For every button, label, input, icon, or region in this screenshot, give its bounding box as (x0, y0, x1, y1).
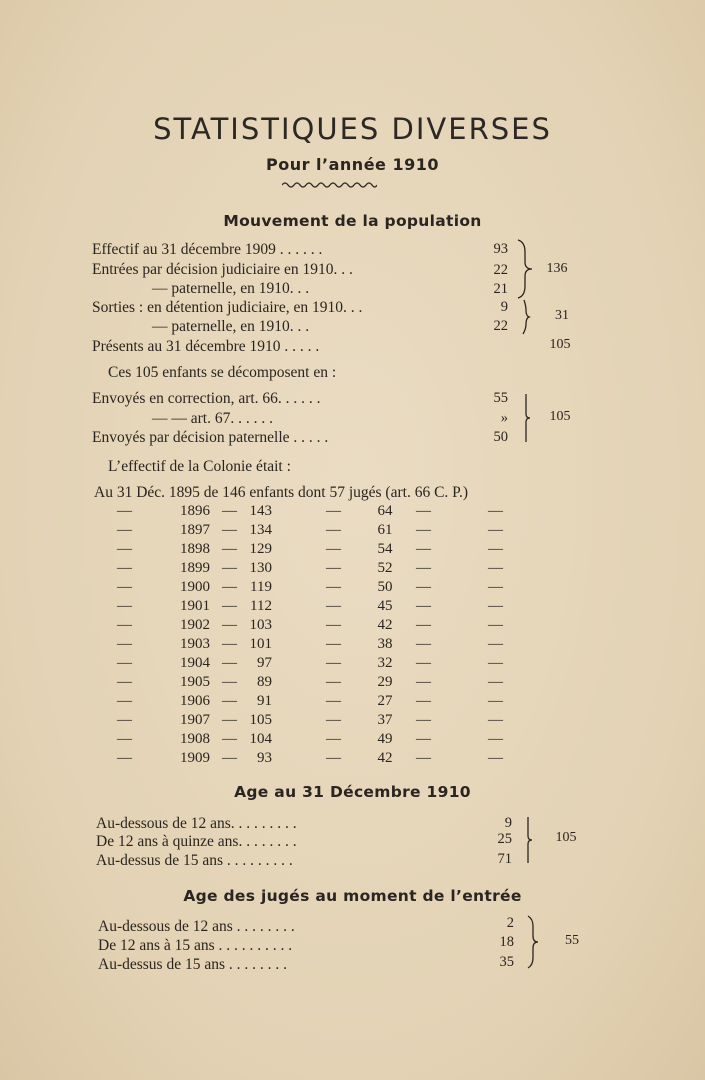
effectif-dash: — (488, 655, 503, 671)
effectif-dash: — (326, 541, 341, 557)
mouvement-total-present: 105 (549, 337, 571, 352)
effectif-dash: — (326, 693, 341, 709)
decomposition-row-label: — — art. 67. . . . . . (152, 410, 273, 427)
brace-icon (518, 392, 532, 444)
effectif-dash: — (416, 731, 431, 747)
decomposition-row-label: Envoyés par décision paternelle . . . . . (92, 429, 329, 446)
effectif-children: 89 (257, 674, 272, 690)
effectif-year: 1897 (180, 522, 210, 538)
age-1910-row-label: Au-dessous de 12 ans. . . . . . . . . (96, 815, 297, 832)
effectif-year: 1896 (180, 503, 210, 519)
effectif-children: 119 (250, 579, 272, 595)
effectif-judged: 64 (377, 503, 393, 519)
effectif-dash: — (416, 617, 431, 633)
effectif-children: 134 (249, 522, 272, 538)
age-judges-row-label: Au-dessus de 15 ans . . . . . . . . (98, 956, 287, 973)
effectif-dash: — (488, 503, 503, 519)
effectif-dash: — (488, 617, 503, 633)
effectif-dash: — (326, 503, 341, 519)
effectif-dash: — (416, 560, 431, 576)
age-1910-total: 105 (555, 830, 577, 845)
effectif-children: 91 (257, 693, 272, 709)
effectif-children: 97 (257, 655, 272, 671)
effectif-dash: — (416, 579, 431, 595)
wave-ornament-icon (282, 180, 377, 190)
mouvement-row-value: 93 (493, 241, 508, 257)
age-1910-row-value: 25 (497, 831, 512, 847)
mouvement-row-value: 9 (500, 299, 508, 315)
effectif-judged: 54 (377, 541, 393, 557)
effectif-judged: 42 (377, 617, 393, 633)
effectif-dash: — (117, 712, 132, 728)
effectif-children: 130 (249, 560, 272, 576)
effectif-year: 1903 (180, 636, 210, 652)
effectif-dash: — (222, 522, 237, 538)
effectif-judged: 37 (377, 712, 393, 728)
age-judges-row-label: De 12 ans à 15 ans . . . . . . . . . . (98, 937, 293, 954)
effectif-dash: — (488, 560, 503, 576)
effectif-first-row: Au 31 Déc. 1895 de 146 enfants dont 57 jugés (art. 66 C. P.) (94, 484, 469, 501)
effectif-dash: — (117, 750, 132, 766)
effectif-dash: — (117, 655, 132, 671)
effectif-dash: — (416, 598, 431, 614)
mouvement-row-label: Sorties : en détention judiciaire, en 1910. . . (92, 299, 363, 316)
effectif-dash: — (416, 750, 431, 766)
effectif-dash: — (326, 655, 341, 671)
effectif-intro: L’effectif de la Colonie était : (108, 458, 291, 475)
effectif-dash: — (117, 541, 132, 557)
effectif-children: 104 (249, 731, 272, 747)
effectif-year: 1908 (180, 731, 210, 747)
effectif-dash: — (326, 750, 341, 766)
effectif-dash: — (222, 636, 237, 652)
brace-icon (525, 914, 541, 970)
decomposition-total: 105 (549, 409, 571, 424)
effectif-dash: — (326, 674, 341, 690)
mouvement-row-value: 22 (493, 262, 508, 278)
section-heading-mouvement: Mouvement de la population (223, 212, 482, 230)
effectif-dash: — (117, 579, 132, 595)
effectif-dash: — (222, 712, 237, 728)
page-title: STATISTIQUES DIVERSES (153, 112, 552, 146)
age-judges-row-value: 35 (499, 954, 514, 970)
effectif-year: 1898 (180, 541, 210, 557)
effectif-year: 1900 (180, 579, 210, 595)
effectif-dash: — (416, 522, 431, 538)
effectif-dash: — (117, 560, 132, 576)
effectif-children: 93 (257, 750, 272, 766)
effectif-dash: — (416, 693, 431, 709)
effectif-year: 1906 (180, 693, 210, 709)
effectif-dash: — (488, 731, 503, 747)
effectif-dash: — (222, 617, 237, 633)
effectif-children: 105 (249, 712, 272, 728)
effectif-judged: 32 (377, 655, 393, 671)
age-judges-total: 55 (565, 933, 579, 948)
age-1910-row-label: Au-dessus de 15 ans . . . . . . . . . (96, 852, 293, 869)
effectif-year: 1909 (180, 750, 210, 766)
effectif-dash: — (488, 579, 503, 595)
mouvement-row-label: — paternelle, en 1910. . . (152, 280, 310, 297)
effectif-judged: 38 (377, 636, 393, 652)
effectif-dash: — (326, 598, 341, 614)
age-1910-row-value: 9 (504, 815, 512, 831)
mouvement-row-label: Entrées par décision judiciaire en 1910. . . (92, 261, 353, 278)
decomposition-row-value: 55 (493, 390, 508, 406)
brace-icon (520, 815, 534, 865)
page-subtitle: Pour l’année 1910 (265, 155, 439, 174)
effectif-dash: — (222, 579, 237, 595)
age-judges-row-label: Au-dessous de 12 ans . . . . . . . . (98, 918, 295, 935)
effectif-dash: — (326, 617, 341, 633)
effectif-dash: — (117, 522, 132, 538)
effectif-dash: — (117, 503, 132, 519)
effectif-judged: 52 (377, 560, 393, 576)
effectif-dash: — (488, 674, 503, 690)
effectif-judged: 61 (377, 522, 393, 538)
effectif-dash: — (416, 674, 431, 690)
effectif-judged: 42 (377, 750, 393, 766)
effectif-dash: — (326, 712, 341, 728)
effectif-dash: — (117, 636, 132, 652)
effectif-dash: — (222, 750, 237, 766)
effectif-dash: — (488, 693, 503, 709)
effectif-dash: — (488, 750, 503, 766)
effectif-dash: — (222, 731, 237, 747)
effectif-children: 101 (249, 636, 272, 652)
effectif-year: 1905 (180, 674, 210, 690)
effectif-children: 129 (249, 541, 272, 557)
effectif-year: 1899 (180, 560, 210, 576)
effectif-dash: — (416, 712, 431, 728)
effectif-dash: — (488, 598, 503, 614)
age-judges-row-value: 18 (499, 934, 514, 950)
effectif-judged: 27 (377, 693, 393, 709)
effectif-year: 1907 (180, 712, 210, 728)
effectif-children: 143 (249, 503, 272, 519)
effectif-year: 1901 (180, 598, 210, 614)
age-judges-row-value: 2 (506, 915, 514, 931)
age-1910-row-value: 71 (497, 851, 512, 867)
effectif-dash: — (222, 541, 237, 557)
mouvement-row-value: 21 (493, 281, 508, 297)
mouvement-row-label: — paternelle, en 1910. . . (152, 318, 310, 335)
brace-icon (515, 238, 535, 300)
mouvement-row-label: Effectif au 31 décembre 1909 . . . . . . (92, 241, 323, 258)
mouvement-row-label: Présents au 31 décembre 1910 . . . . . (92, 338, 320, 355)
brace-icon (518, 298, 532, 336)
effectif-year: 1904 (180, 655, 210, 671)
decomposition-row-value: » (500, 410, 508, 426)
effectif-dash: — (326, 731, 341, 747)
decomposition-intro: Ces 105 enfants se décomposent en : (108, 364, 337, 381)
effectif-dash: — (117, 598, 132, 614)
section-heading-age-1910: Age au 31 Décembre 1910 (234, 783, 471, 801)
effectif-dash: — (326, 560, 341, 576)
effectif-year: 1902 (180, 617, 210, 633)
effectif-judged: 50 (377, 579, 393, 595)
effectif-children: 103 (249, 617, 272, 633)
effectif-dash: — (416, 541, 431, 557)
effectif-dash: — (416, 636, 431, 652)
effectif-dash: — (117, 693, 132, 709)
effectif-judged: 29 (377, 674, 393, 690)
effectif-dash: — (416, 655, 431, 671)
age-1910-row-label: De 12 ans à quinze ans. . . . . . . . (96, 833, 297, 850)
effectif-dash: — (222, 655, 237, 671)
effectif-judged: 45 (377, 598, 393, 614)
effectif-dash: — (488, 636, 503, 652)
mouvement-total-entries: 136 (546, 261, 568, 276)
effectif-dash: — (222, 598, 237, 614)
effectif-dash: — (488, 522, 503, 538)
effectif-dash: — (416, 503, 431, 519)
effectif-dash: — (222, 674, 237, 690)
effectif-dash: — (488, 541, 503, 557)
effectif-dash: — (117, 617, 132, 633)
effectif-dash: — (222, 693, 237, 709)
effectif-dash: — (117, 674, 132, 690)
decomposition-row-value: 50 (493, 429, 508, 445)
effectif-dash: — (117, 731, 132, 747)
effectif-dash: — (326, 522, 341, 538)
effectif-dash: — (326, 636, 341, 652)
effectif-dash: — (488, 712, 503, 728)
effectif-dash: — (326, 579, 341, 595)
mouvement-row-value: 22 (493, 318, 508, 334)
mouvement-total-exits: 31 (555, 308, 569, 323)
decomposition-row-label: Envoyés en correction, art. 66. . . . . . (92, 390, 321, 407)
effectif-dash: — (222, 503, 237, 519)
effectif-dash: — (222, 560, 237, 576)
effectif-children: 112 (250, 598, 272, 614)
effectif-judged: 49 (377, 731, 393, 747)
section-heading-age-judges: Age des jugés au moment de l’entrée (183, 887, 522, 905)
